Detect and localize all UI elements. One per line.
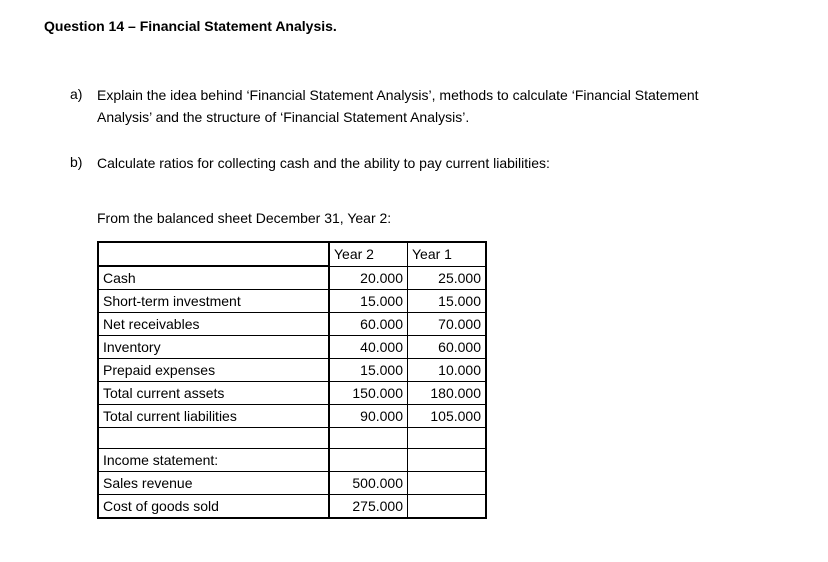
row-year-2-value: 150.000 [329, 382, 408, 405]
table-row [98, 290, 486, 313]
header-year-1: Year 1 [408, 242, 487, 266]
table-row [98, 266, 486, 290]
row-year-2-value: 20.000 [329, 266, 408, 290]
row-year-2-value: 60.000 [329, 313, 408, 336]
table-row [98, 336, 486, 359]
row-year-1-value: 25.000 [408, 266, 487, 290]
table-row [98, 472, 486, 495]
question-a-text [97, 84, 699, 128]
table-row [98, 495, 486, 519]
row-label: Sales revenue [98, 472, 323, 495]
row-label: Cost of goods sold [98, 495, 323, 519]
row-year-2-value: 15.000 [329, 359, 408, 382]
question-a-line-1: Explain the idea behind ‘Financial Statement Analysis’, methods to calculate ‘Financial Statement [97, 87, 699, 103]
table-row [98, 449, 486, 472]
row-label: Total current liabilities [98, 405, 323, 428]
row-year-1-value: 15.000 [408, 290, 487, 313]
table-row [98, 405, 486, 428]
row-year-2-value: 275.000 [329, 495, 408, 519]
row-year-1-value [408, 472, 487, 495]
table-row [98, 382, 486, 405]
row-year-1-value: 70.000 [408, 313, 487, 336]
question-b-line-1: Calculate ratios for collecting cash and the ability to pay current liabilities: [97, 155, 550, 171]
row-year-1-value: 180.000 [408, 382, 487, 405]
row-year-2-value [329, 428, 408, 449]
row-year-1-value [408, 449, 487, 472]
row-label: Income statement: [98, 449, 323, 472]
header-empty-cell [98, 242, 323, 266]
row-year-1-value [408, 495, 487, 519]
row-label: Prepaid expenses [98, 359, 323, 382]
question-a-label: a) [70, 86, 83, 102]
row-label: Total current assets [98, 382, 323, 405]
row-year-1-value: 105.000 [408, 405, 487, 428]
row-label: Cash [98, 266, 323, 290]
table-row [98, 359, 486, 382]
row-year-2-value: 500.000 [329, 472, 408, 495]
row-label: Short-term investment [98, 290, 323, 313]
financial-table [97, 241, 487, 519]
question-a-line-2: Analysis’ and the structure of ‘Financial Statement Analysis’. [97, 109, 470, 125]
table-row-blank [98, 428, 486, 449]
row-year-2-value: 15.000 [329, 290, 408, 313]
row-year-2-value [329, 449, 408, 472]
table-row [98, 313, 486, 336]
header-year-2: Year 2 [329, 242, 408, 266]
row-year-2-value: 90.000 [329, 405, 408, 428]
question-b-label: b) [70, 154, 83, 170]
row-year-2-value: 40.000 [329, 336, 408, 359]
row-year-1-value [408, 428, 487, 449]
question-b-text [97, 152, 550, 174]
balance-sheet-intro: From the balanced sheet December 31, Year 2: [97, 210, 392, 226]
row-year-1-value: 10.000 [408, 359, 487, 382]
row-year-1-value: 60.000 [408, 336, 487, 359]
row-label [98, 428, 323, 449]
row-label: Net receivables [98, 313, 323, 336]
page-title: Question 14 – Financial Statement Analysis. [44, 18, 337, 34]
table-header-row [98, 242, 486, 266]
row-label: Inventory [98, 336, 323, 359]
